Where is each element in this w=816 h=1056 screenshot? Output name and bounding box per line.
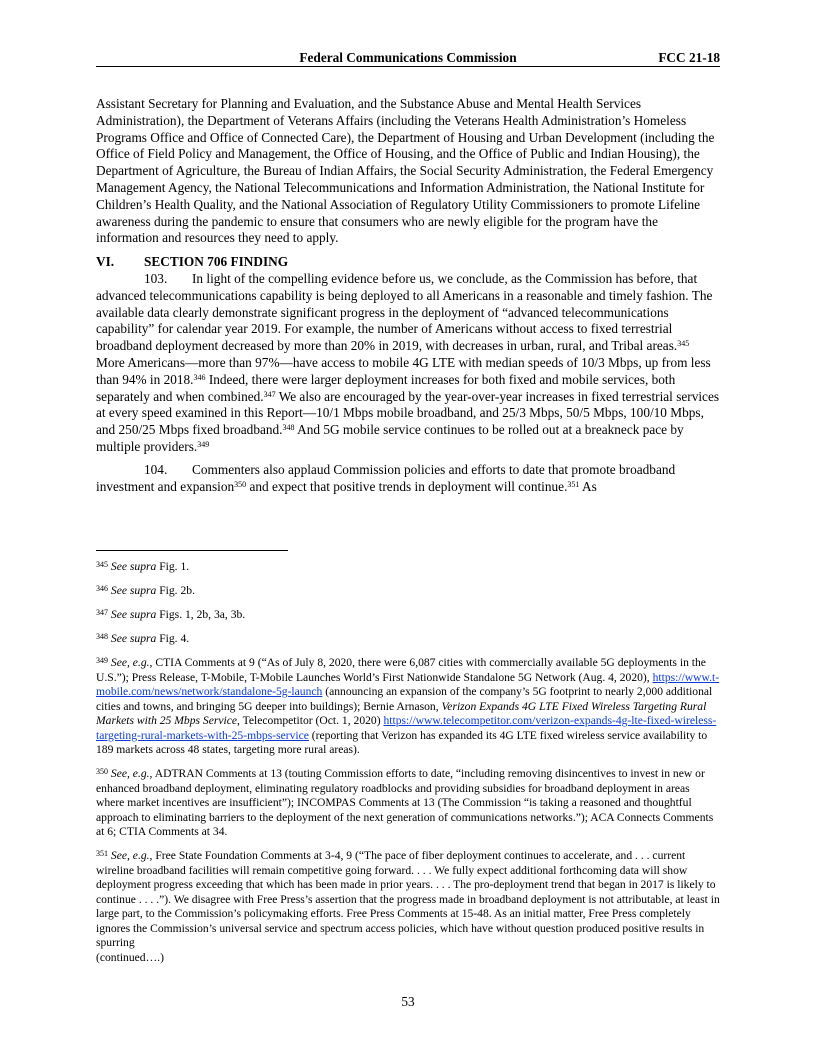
footnote-346: $^{346}$ See supra Fig. 2b. [96,584,195,597]
footnote-ref[interactable]: 347 [263,389,276,399]
paragraph-103: 103. In light of the compelling evidence before us, we conclude, as the Commission has before, that advanced telecommunications capability is being deployed to all Americans in a reasonable and timely fashion. The available data clearly demonstrate significant progress in the deployment of “advanced telecommunications capability” for calendar year 2019. For example, the number of Americans without access to fixed terrestrial broadband deployment decreased by more than 20% in 2019, with decreases in urban, rural, and Tribal areas.$^{345}$ More Americans—more than 97%—have access to mobile 4G LTE with median speeds of 10/3 Mbps, up from less than 94% in 2018.$^{346}$ Indeed, there were larger deployment increases for both fixed and mobile services, both separately and when combined.$^{347}$ We also are encouraged by the year-over-year increases in fixed terrestrial services at every speed examined in this Report—10/1 Mbps mobile broadband, and 25/3 Mbps, 50/5 Mbps, 100/10 Mbps, and 250/25 Mbps fixed broadband.$^{348}$ And 5G mobile service continues to be rolled out at a breakneck pace by multiple providers.$^{349}$ [96,270,720,454]
telecompetitor-link[interactable]: https://www.telecompetitor.com/verizon-expands-4g-lte-fixed-wireless-targeting-rural-markets-with-25-mbps-service [96,714,717,742]
paragraph-104: 104. Commenters also applaud Commission policies and efforts to date that promote broadband investment and expansion$^{350}$ and expect that positive trends in deployment will continue.$^{351}$ As [96,461,676,494]
paragraph-number: 104. [144,461,168,477]
footnote-350: $^{350}$ See, e.g., ADTRAN Comments at 13 (touting Commission efforts to date, “including removing disincentives to invest in new or enhanced broadband deployment, eliminating regulatory roadblocks and providing subsidies for broadband deployment in areas where market incentives are insufficient”); INCOMPAS Comments at 13 (The Commission “is taking a reasoned and thoughtful approach to eliminating barriers to the deployment of the next generation of communications networks.”); ACA Connects Comments at 6; CTIA Comments at 34. [96,767,714,838]
continued-marker: (continued….) [96,950,164,964]
footnotes [96,560,720,975]
page-header [96,50,720,67]
agency-name: Federal Communications Commission [299,50,517,65]
footnote-ref[interactable]: 348 [282,423,295,433]
article-title: Verizon Expands 4G LTE Fixed Wireless Targeting Rural Markets with 25 Mbps Service [96,699,707,727]
page-number: 53 [401,994,415,1009]
footnote-345: $^{345}$ See supra Fig. 1. [96,560,190,573]
footnote-351: $^{351}$ See, e.g., Free State Foundation Comments at 3-4, 9 (“The pace of fiber deployment continues to accelerate, and . . . current wireline broadband facilities will remain competitive going forward. . . . We fully expect additional forthcoming data will show deployment progress exceeding that which has been made in prior years. . . . The pro-deployment trend that began in 2017 is likely to continue . . . .”). We disagree with Free Press’s assertion that the progress made in broadband deployment is not attributable, at least in large part, to the Commission’s policymaking efforts. Free Press Comments at 15-48. As an initial matter, Free Press completely ignores the Commission’s universal service and spectrum access policies, which have without question produced positive results in spurring [96,849,720,949]
footnote-ref[interactable]: 349 [197,439,210,449]
footnote-349: $^{349}$ See, e.g., CTIA Comments at 9 (“As of July 8, 2020, there were 6,087 cities with commercially available 5G deployments in the U.S.”); Press Release, T-Mobile, T-Mobile Launches World’s First Nationwide Standalone 5G Network (Aug. 4, 2020), https://www.t-mobile.com/news/network/standalone-5g-launch (announcing an expansion of the company’s 5G footprint to nearly 2,000 additional cities and towns, and bringing 5G deeper into buildings); Bernie Arnason, Verizon Expands 4G LTE Fixed Wireless Targeting Rural Markets with 25 Mbps Service, Telecompetitor (Oct. 1, 2020) https://www.telecompetitor.com/verizon-expands-4g-lte-fixed-wireless-targeting-rural-markets-with-25-mbps-service (reporting that Verizon has expanded its 4G LTE fixed wireless service availability to 189 markets across 48 states, targeting more rural areas). [96,656,720,756]
footnote-ref[interactable]: 351 [567,479,580,489]
footnote-ref[interactable]: 350 [234,479,247,489]
footnote-347: $^{347}$ See supra Figs. 1, 2b, 3a, 3b. [96,608,246,621]
main-text [96,96,720,495]
document-number: FCC 21-18 [658,50,720,65]
carryover-paragraph: Assistant Secretary for Planning and Evaluation, and the Substance Abuse and Mental Health Services Administration), the Department of Veterans Affairs (including the Veterans Health Administration’s Homeless Programs Office and Office of Connected Care), the Department of Housing and Urban Development (including the Office of Field Policy and Management, the Office of Housing, and the Office of Public and Indian Housing), the Department of Agriculture, the Bureau of Indian Affairs, the Social Security Administration, the Federal Emergency Management Agency, the National Telecommunications and Information Administration, the National Institute for Children’s Health Quality, and the National Association of Regulatory Utility Commissioners to promote Lifeline awareness during the pandemic to ensure that consumers who are newly eligible for the program have the information and resources they need to apply. [96,96,715,246]
footnote-divider [96,550,288,551]
section-number: VI. [96,254,115,270]
tmobile-link[interactable]: https://www.t-mobile.com/news/network/standalone-5g-launch [96,670,720,698]
footnote-348: $^{348}$ See supra Fig. 4. [96,632,190,645]
paragraph-number: 103. [144,270,168,286]
footnote-ref[interactable]: 346 [193,372,206,382]
section-heading [96,254,720,271]
footnote-ref[interactable]: 345 [677,339,690,349]
section-title: SECTION 706 FINDING [144,254,289,270]
